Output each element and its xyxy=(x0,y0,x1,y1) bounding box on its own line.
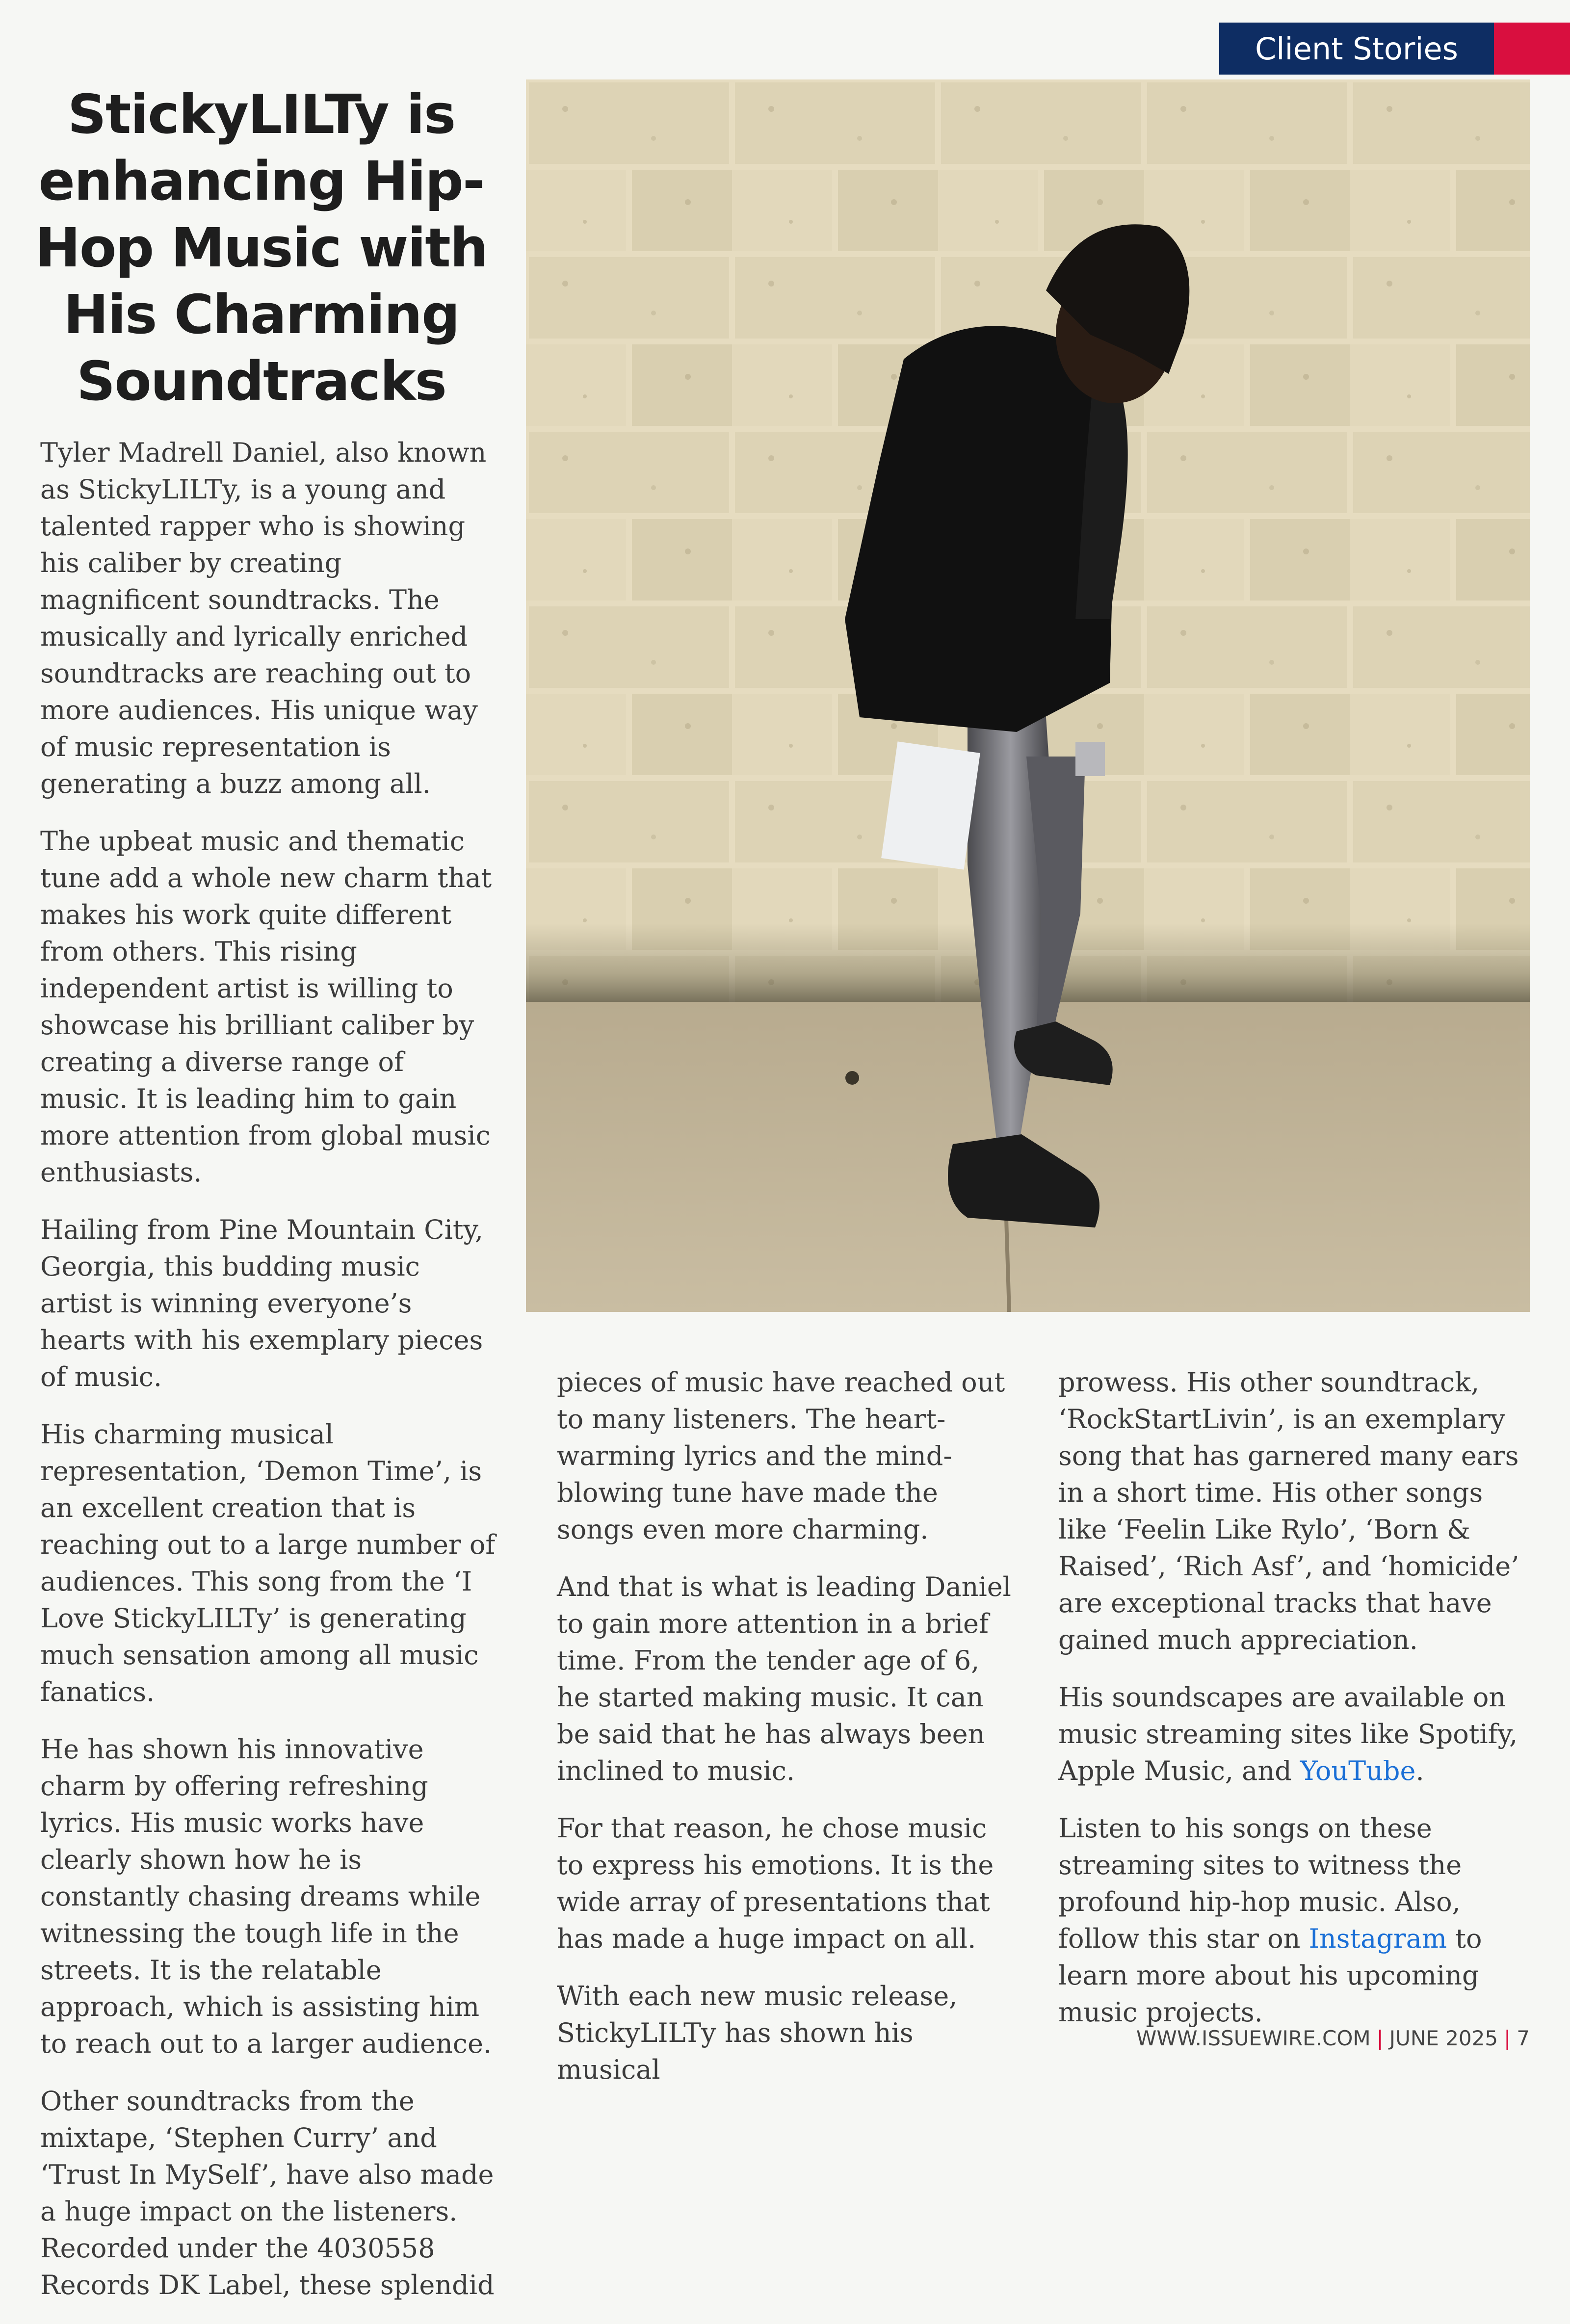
paragraph xyxy=(1058,1679,1529,1789)
column-1 xyxy=(40,434,497,2324)
artist-photo xyxy=(526,79,1530,1312)
page-number: 7 xyxy=(1517,2026,1530,2050)
footer-separator: | xyxy=(1376,2026,1384,2050)
paragraph: prowess. His other soundtrack, ‘RockStartLivin’, is an exemplary song that has garnered many ears in a short time. His other songs like ‘Feelin Like Rylo’, ‘Born & Raised’, ‘Rich Asf’, and ‘homicide’ are exceptional tracks that have gained much appreciation. xyxy=(1058,1367,1519,1655)
paragraph: The upbeat music and thematic tune add a whole new charm that makes his work quite different from others. This rising independent artist is willing to showcase his brilliant caliber by creating a diverse range of music. It is leading him to gain more attention from global music enthusiasts. xyxy=(40,826,492,1188)
section-tag xyxy=(1219,23,1570,75)
paragraph xyxy=(1058,1810,1529,2031)
paragraph: Tyler Madrell Daniel, also known as StickyLILTy, is a young and talented rapper who is showing his caliber by creating magnificent soundtracks. The musically and lyrically enriched soundtracks are reaching out to more audiences. His unique way of music representation is generating a buzz among all. xyxy=(40,437,487,799)
text-run: to learn more about his upcoming music projects. xyxy=(1058,1923,1482,2028)
youtube-link[interactable]: YouTube xyxy=(1300,1755,1416,1786)
paragraph: For that reason, he chose music to express his emotions. It is the wide array of presentations that has made a huge impact on all. xyxy=(557,1813,994,1954)
paragraph: With each new music release, StickyLILTy has shown his musical xyxy=(557,1981,958,2085)
instagram-link[interactable]: Instagram xyxy=(1308,1923,1447,1954)
paragraph: Other soundtracks from the mixtape, ‘Stephen Curry’ and ‘Trust In MySelf’, have also made a huge impact on the listeners. Recorded under the 4030558 Records DK Label, these splendid xyxy=(40,2086,495,2300)
text-run: . xyxy=(1415,1755,1424,1786)
paragraph: pieces of music have reached out to many listeners. The heart-warming lyrics and the mind-blowing tune have made the songs even more charming. xyxy=(557,1367,1005,1545)
paragraph: He has shown his innovative charm by offering refreshing lyrics. His music works have clearly shown how he is constantly chasing dreams while witnessing the tough life in the streets. It is the relatable approach, which is assisting him to reach out to a larger audience. xyxy=(40,1734,492,2059)
footer-date: JUNE 2025 xyxy=(1389,2026,1498,2050)
section-tag-label: Client Stories xyxy=(1219,23,1494,75)
footer-site: WWW.ISSUEWIRE.COM xyxy=(1136,2026,1371,2050)
section-tag-accent xyxy=(1494,23,1570,75)
column-2 xyxy=(557,1364,1013,2109)
footer-separator: | xyxy=(1504,2026,1511,2050)
paragraph: And that is what is leading Daniel to gain more attention in a brief time. From the tender age of 6, he started making music. It can be said that he has always been inclined to music. xyxy=(557,1571,1011,1786)
text-run: Listen to his songs on these streaming sites to witness the profound hip-hop music. Also, follow this star on xyxy=(1058,1813,1462,1954)
paragraph: Hailing from Pine Mountain City, Georgia, this budding music artist is winning everyone’s hearts with his exemplary pieces of music. xyxy=(40,1214,484,1392)
paragraph: His charming musical representation, ‘Demon Time’, is an excellent creation that is reaching out to a large number of audiences. This song from the ‘I Love StickyLILTy’ is generating much sensation among all music fanatics. xyxy=(40,1419,496,1707)
text-run: His soundscapes are available on music streaming sites like Spotify, Apple Music, and xyxy=(1058,1682,1518,1786)
column-3 xyxy=(1058,1364,1529,2051)
headline: StickyLILTy is enhancing Hip-Hop Music with His Charming Soundtracks xyxy=(35,83,488,413)
page-footer xyxy=(1136,2026,1530,2050)
